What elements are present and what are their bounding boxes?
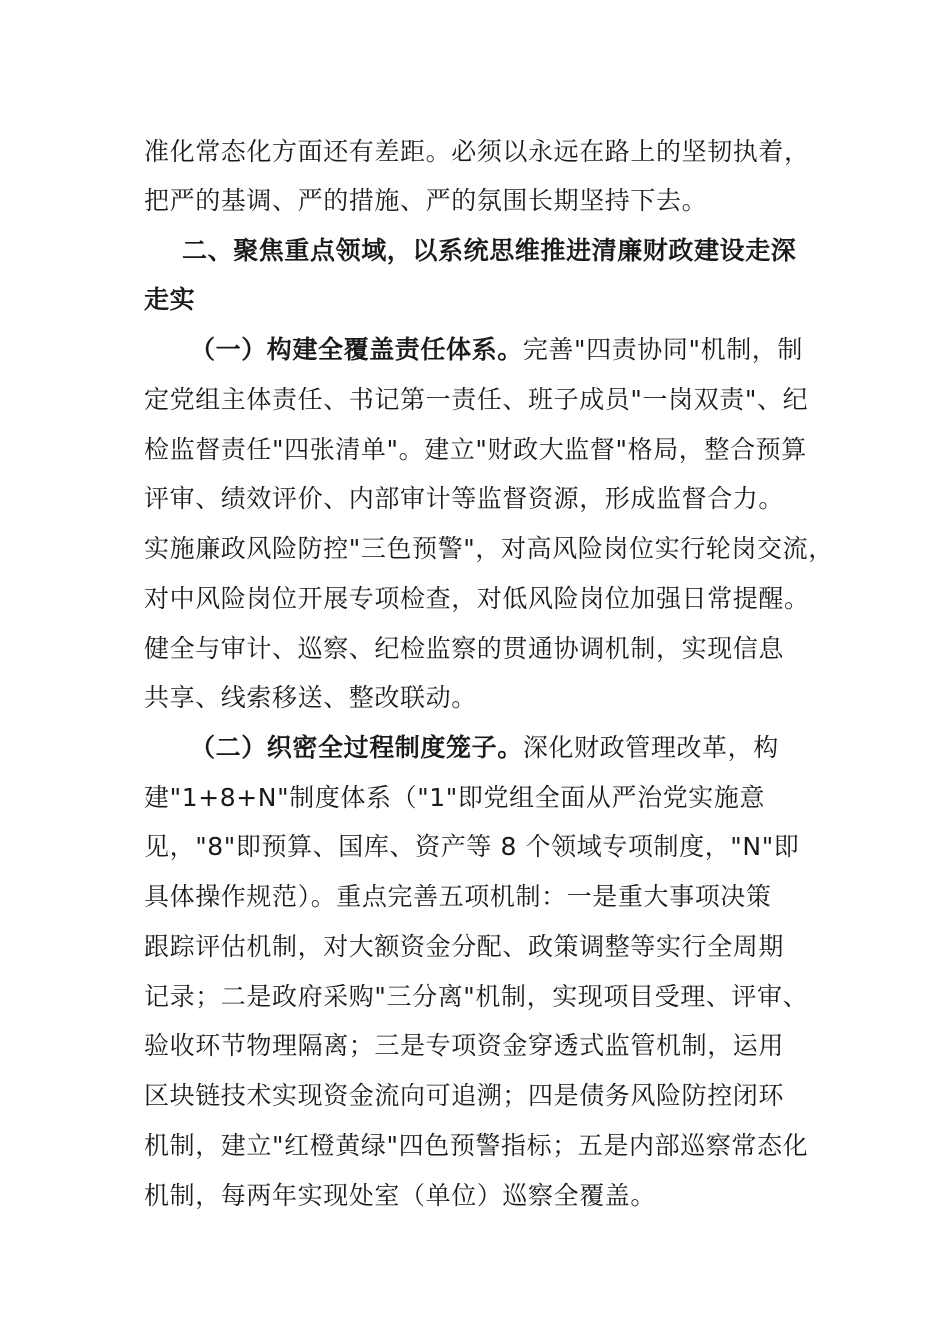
subsection-first-line — [190, 334, 803, 366]
paragraph-line: 健全与审计、巡察、纪检监察的贯通协调机制，实现信息 — [144, 634, 785, 663]
paragraph-line: 验收环节物理隔离；三是专项资金穿透式监管机制，运用 — [144, 1031, 785, 1060]
paragraph-line: 定党组主体责任、书记第一责任、班子成员"一岗双责"、纪 — [144, 385, 809, 414]
paragraph-line: 建"1+8+N"制度体系（"1"即党组全面从严治党实施意 — [144, 783, 766, 812]
paragraph-line: 跟踪评估机制，对大额资金分配、政策调整等实行全周期 — [144, 932, 785, 961]
section-heading: 二、聚焦重点领域，以系统思维推进清廉财政建设走深 — [182, 236, 797, 265]
paragraph-line: 准化常态化方面还有差距。必须以永远在路上的坚韧执着， — [144, 137, 810, 166]
paragraph-text: 深化财政管理改革，构 — [522, 733, 779, 762]
paragraph-line: 记录；二是政府采购"三分离"机制，实现项目受理、评审、 — [144, 982, 809, 1011]
subsection-heading: （一）构建全覆盖责任体系。 — [190, 335, 523, 364]
subsection-first-line — [190, 732, 779, 764]
subsection-heading: （二）织密全过程制度笼子。 — [190, 733, 523, 762]
paragraph-line: 机制，建立"红橙黄绿"四色预警指标；五是内部巡察常态化 — [144, 1131, 809, 1160]
paragraph-line: 评审、绩效评价、内部审计等监督资源，形成监督合力。 — [144, 484, 785, 513]
paragraph-line: 具体操作规范）。重点完善五项机制：一是重大事项决策 — [144, 882, 772, 911]
paragraph-line: 对中风险岗位开展专项检查，对低风险岗位加强日常提醒。 — [144, 584, 810, 613]
paragraph-line: 共享、线索移送、整改联动。 — [144, 683, 477, 712]
paragraph-text: 完善"四责协同"机制，制 — [522, 335, 804, 364]
paragraph-line: 实施廉政风险防控"三色预警"，对高风险岗位实行轮岗交流， — [144, 534, 834, 563]
paragraph-line: 见，"8"即预算、国库、资产等 8 个领域专项制度，"N"即 — [144, 832, 800, 861]
section-heading-continued: 走实 — [144, 285, 196, 314]
paragraph-line: 把严的基调、严的措施、严的氛围长期坚持下去。 — [144, 186, 708, 215]
paragraph-line: 区块链技术实现资金流向可追溯；四是债务风险防控闭环 — [144, 1081, 785, 1110]
paragraph-line: 机制，每两年实现处室（单位）巡察全覆盖。 — [144, 1181, 657, 1210]
paragraph-line: 检监督责任"四张清单"。建立"财政大监督"格局，整合预算 — [144, 435, 807, 464]
